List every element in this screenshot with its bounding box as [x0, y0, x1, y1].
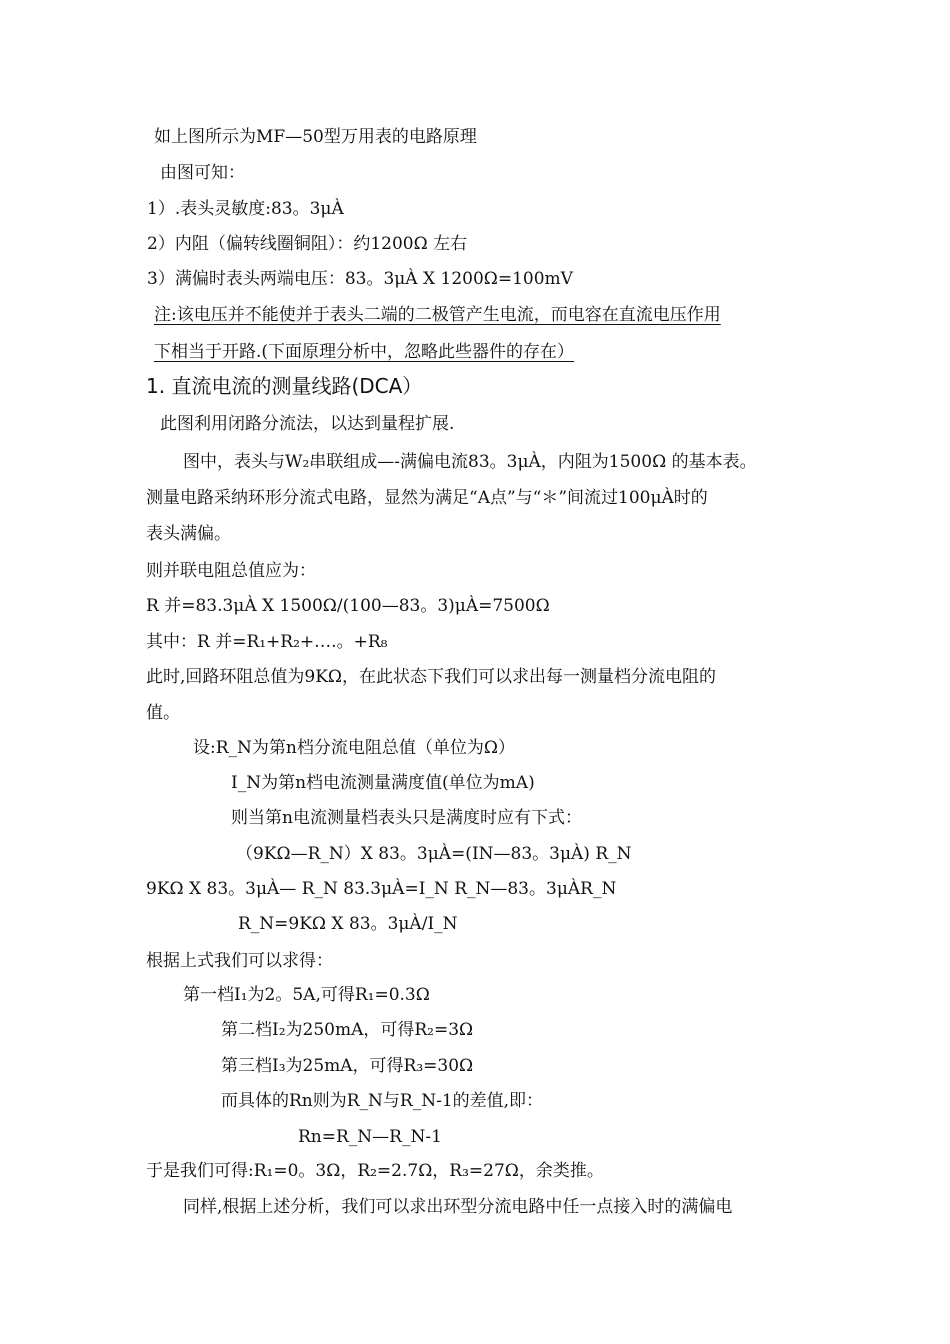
- text-line: I_N为第n档电流测量满度值(单位为mA): [231, 773, 535, 793]
- text-line: 由图可知：: [160, 163, 245, 183]
- text-line: 测量电路采纳环形分流式电路，显然为满足“A点”与“＊”间流过100μÀ时的: [146, 488, 708, 508]
- text-line: 第一档I₁为2。5A,可得R₁=0.3Ω: [183, 985, 430, 1005]
- text-line: 同样,根据上述分析，我们可以求出环型分流电路中任一点接入时的满偏电: [183, 1197, 733, 1217]
- text-line: 此图利用闭路分流法，以达到量程扩展.: [160, 414, 455, 434]
- text-line: 于是我们可得:R₁=0。3Ω，R₂=2.7Ω，R₃=27Ω，余类推。: [146, 1161, 604, 1181]
- formula-line: 其中：R 并=R₁+R₂+….。+R₈: [146, 632, 388, 652]
- text-line: 而具体的Rn则为R_N与R_N-1的差值,即：: [221, 1091, 544, 1111]
- text-line: 值。: [146, 703, 180, 723]
- text-line: 3）满偏时表头两端电压：83。3μÀ X 1200Ω=100mV: [147, 269, 573, 289]
- text-line: 此时,回路环阻总值为9KΩ，在此状态下我们可以求出每一测量档分流电阻的: [146, 667, 717, 687]
- text-line: 则并联电阻总值应为：: [146, 561, 316, 581]
- text-line: 则当第n电流测量档表头只是满度时应有下式：: [231, 808, 582, 828]
- section-heading: 1. 直流电流的测量线路(DCA）: [146, 374, 423, 398]
- note-line: 下相当于开路.(下面原理分析中，忽略此些器件的存在）: [154, 342, 575, 362]
- text-line: 设:R_N为第n档分流电阻总值（单位为Ω）: [193, 738, 515, 758]
- formula-line: Rn=R_N—R_N-1: [298, 1127, 442, 1147]
- text-line: 图中，表头与W₂串联组成—-满偏电流83。3μÀ，内阻为1500Ω 的基本表。: [183, 452, 757, 472]
- formula-line: R 并=83.3μÀ X 1500Ω/(100—83。3)μÀ=7500Ω: [146, 596, 550, 616]
- text-line: 如上图所示为MF—50型万用表的电路原理: [154, 127, 477, 147]
- text-line: 根据上式我们可以求得：: [146, 951, 333, 971]
- formula-line: （9KΩ—R_N）X 83。3μÀ=(IN—83。3μÀ) R_N: [236, 844, 632, 864]
- formula-line: 9KΩ X 83。3μÀ— R_N 83.3μÀ=I_N R_N—83。3μÀR_N: [146, 879, 617, 899]
- text-line: 表头满偏。: [146, 524, 231, 544]
- text-line: 2）内阻（偏转线圈铜阻）：约1200Ω 左右: [147, 234, 468, 254]
- formula-line: R_N=9KΩ X 83。3μÀ/I_N: [238, 914, 458, 934]
- text-line: 第二档I₂为250mA，可得R₂=3Ω: [221, 1020, 474, 1040]
- text-line: 1）.表头灵敏度:83。3μÀ: [147, 199, 344, 219]
- text-line: 第三档I₃为25mA，可得R₃=30Ω: [221, 1056, 474, 1076]
- note-line: 注:该电压并不能使并于表头二端的二极管产生电流，而电容在直流电压作用: [154, 305, 721, 325]
